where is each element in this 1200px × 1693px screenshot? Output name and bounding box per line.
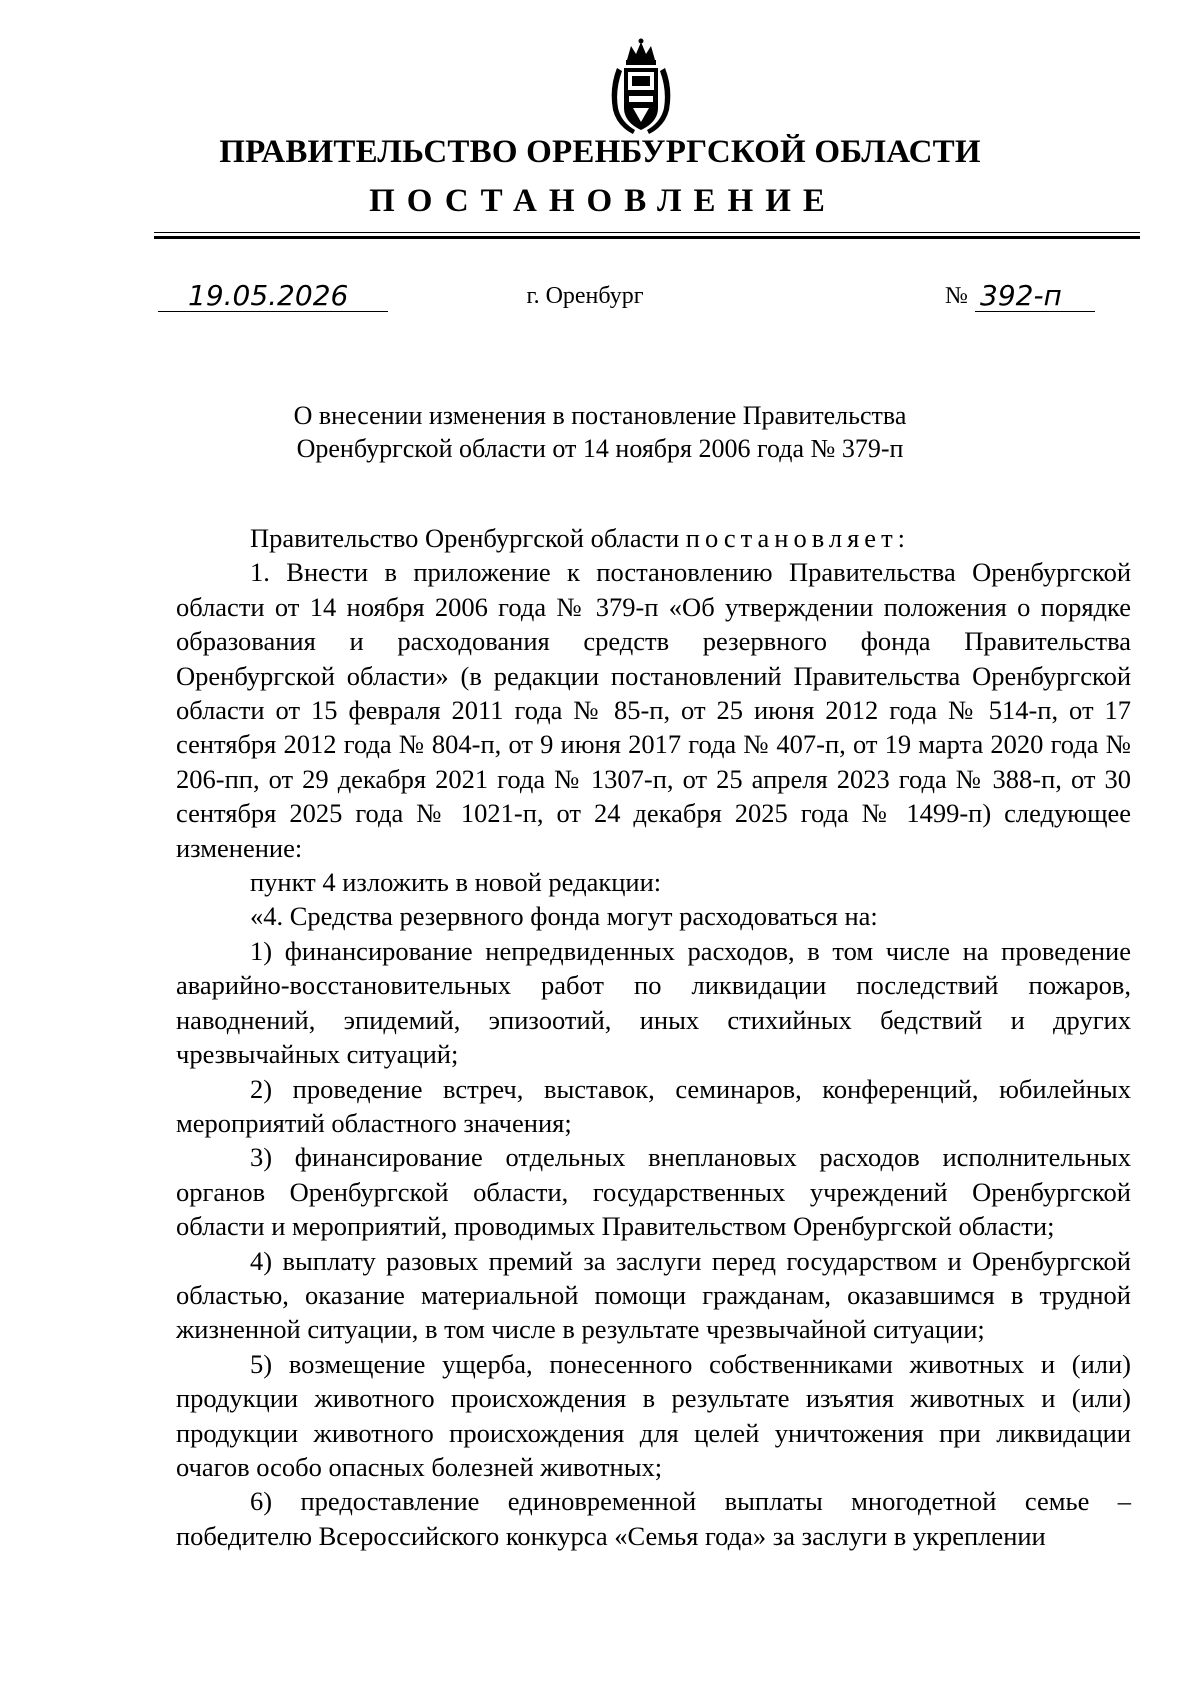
intro-decree-word: постановляет: [685,523,911,553]
intro-text: Правительство Оренбургской области [250,523,686,553]
list-item-5: 5) возмещение ущерба, понесенного собственниками животных и (или) продукции животного происхождения в результате изъятия животных и (или) продукции животного происхождения для целей уничтожения при ликвидации очагов особо опасных болезней животных; [176,1348,1131,1482]
document-city: г. Оренбург [526,283,644,309]
document-type-title: ПОСТАНОВЛЕНИЕ [369,183,837,219]
document-subject [200,399,1000,465]
header-divider-thin [154,232,1140,233]
number-sign: № [945,283,968,309]
document-number: 392-п [980,279,1062,312]
body-intro [176,521,1131,555]
list-item-2: 2) проведение встреч, выставок, семинаров, конференций, юбилейных мероприятий областного значения; [176,1073,1131,1138]
header-divider-thick [154,236,1140,239]
government-title: ПРАВИТЕЛЬСТВО ОРЕНБУРГСКОЙ ОБЛАСТИ [219,134,981,170]
list-item-4: 4) выплату разовых премий за заслуги перед государством и Оренбургской областью, оказание материальной помощи гражданам, оказавшимся в трудной жизненной ситуации, в том числе в результате чрезвычайной ситуации; [176,1245,1131,1345]
coat-of-arms-emblem [603,38,679,138]
list-item-6: 6) предоставление единовременной выплаты многодетной семье – победителю Всероссийского конкурса «Семья года» за заслуги в укреплении [176,1486,1131,1551]
subject-line-2: Оренбургской области от 14 ноября 2006 года № 379-п [296,434,904,463]
list-item-1: 1) финансирование непредвиденных расходов, в том числе на проведение аварийно-восстановительных работ по ликвидации последствий пожаров, наводнений, эпидемий, эпизоотий, иных стихийных бедствий и других чрезвычайных ситуаций; [176,935,1131,1070]
date-underline [158,311,388,312]
body-paragraph-2: пункт 4 изложить в новой редакции: [250,867,662,898]
body-paragraph-3: «4. Средства резервного фонда могут расходоваться на: [250,901,878,932]
subject-line-1: О внесении изменения в постановление Правительства [293,401,907,430]
document-body [176,521,1131,1553]
body-paragraph-1: 1. Внести в приложение к постановлению Правительства Оренбургской области от 14 ноября 2006 года № 379-п «Об утверждении положения о порядке образования и расходования средств резервного фонда Правительства Оренбургской области» (в редакции постановлений Правительства Оренбургской области от 15 февраля 2011 года № 85-п, от 25 июня 2012 года № 514-п, от 17 сентября 2012 года № 804-п, от 9 июня 2017 года № 407-п, от 19 марта 2020 года № 206-пп, от 29 декабря 2021 года № 1307-п, от 25 апреля 2023 года № 388-п, от 30 сентября 2025 года № 1021-п, от 24 декабря 2025 года № 1499-п) следующее изменение: [176,557,1131,863]
document-date: 19.05.2026 [188,279,349,312]
number-underline [975,311,1095,312]
list-item-3: 3) финансирование отдельных внеплановых расходов исполнительных органов Оренбургской области, государственных учреждений Оренбургской области и мероприятий, проводимых Правительством Оренбургской области; [176,1142,1131,1242]
